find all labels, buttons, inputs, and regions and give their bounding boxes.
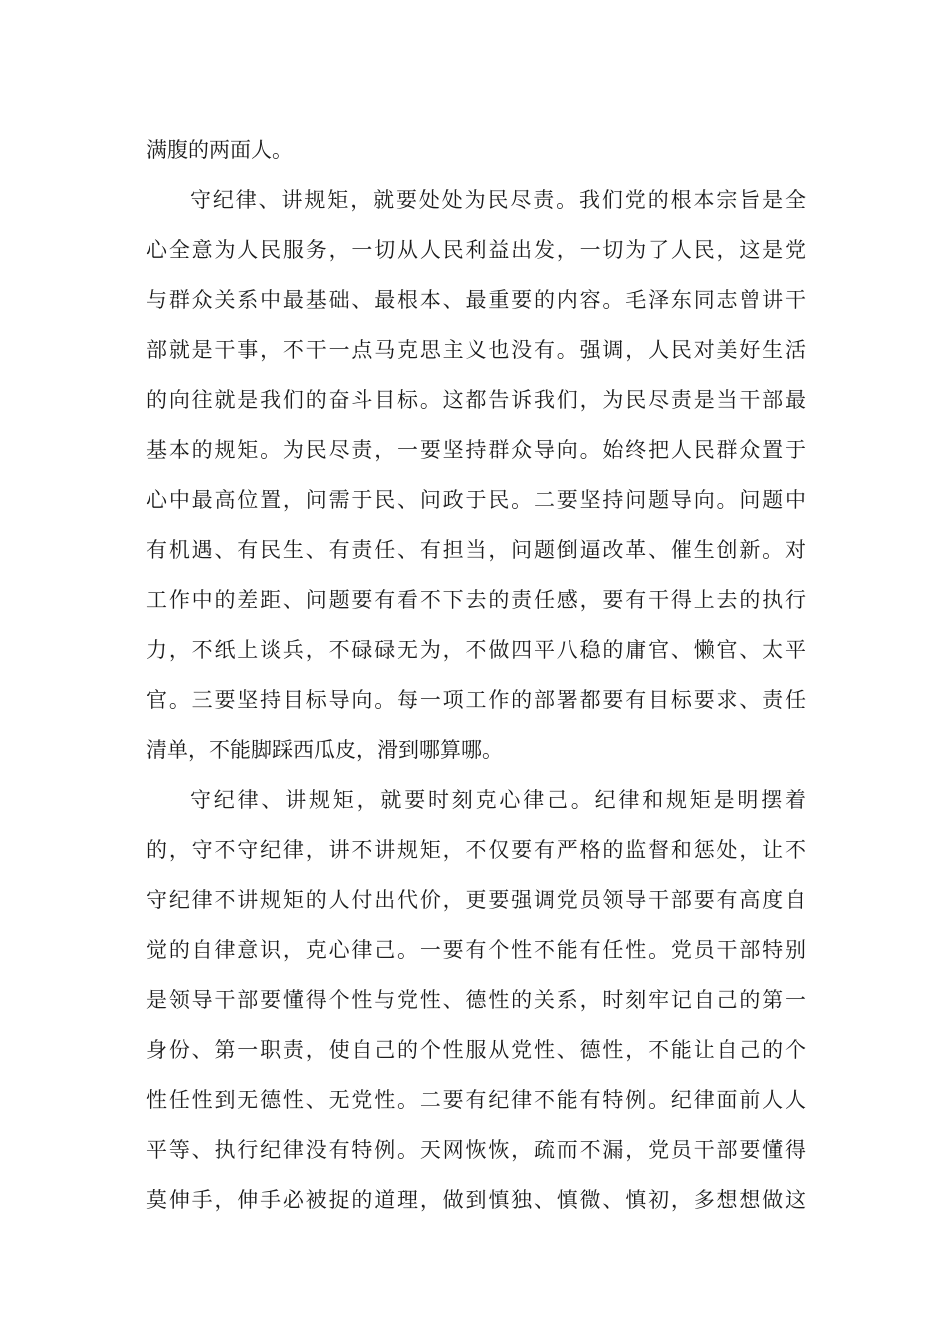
text-line: 部就是干事，不干一点马克思主义也没有。强调，人民对美好生活	[146, 338, 806, 362]
paragraph-first-line: 守纪律、讲规矩，就要处处为民尽责。我们党的根本宗旨是全	[190, 188, 806, 212]
text-line: 的向往就是我们的奋斗目标。这都告诉我们，为民尽责是当干部最	[146, 388, 806, 412]
text-line: 与群众关系中最基础、最根本、最重要的内容。毛泽东同志曾讲干	[146, 288, 806, 312]
text-line: 守纪律不讲规矩的人付出代价，更要强调党员领导干部要有高度自	[146, 888, 806, 912]
text-line: 平等、执行纪律没有特例。天网恢恢，疏而不漏，党员干部要懂得	[146, 1138, 806, 1162]
text-line: 性任性到无德性、无党性。二要有纪律不能有特例。纪律面前人人	[146, 1088, 806, 1112]
text-line: 有机遇、有民生、有责任、有担当，问题倒逼改革、催生创新。对	[146, 538, 806, 562]
text-line: 力，不纸上谈兵，不碌碌无为，不做四平八稳的庸官、懒官、太平	[146, 638, 806, 662]
text-line: 清单，不能脚踩西瓜皮，滑到哪算哪。	[146, 738, 503, 762]
paragraph-first-line: 守纪律、讲规矩，就要时刻克心律己。纪律和规矩是明摆着	[190, 788, 806, 812]
text-line: 身份、第一职责，使自己的个性服从党性、德性，不能让自己的个	[146, 1038, 806, 1062]
text-line: 满腹的两面人。	[146, 138, 293, 162]
text-line: 官。三要坚持目标导向。每一项工作的部署都要有目标要求、责任	[146, 688, 806, 712]
text-line: 莫伸手，伸手必被捉的道理，做到慎独、慎微、慎初，多想想做这	[146, 1188, 806, 1212]
text-line: 的，守不守纪律，讲不讲规矩，不仅要有严格的监督和惩处，让不	[146, 838, 806, 862]
text-line: 心全意为人民服务，一切从人民利益出发，一切为了人民，这是党	[146, 238, 806, 262]
text-line: 是领导干部要懂得个性与党性、德性的关系，时刻牢记自己的第一	[146, 988, 806, 1012]
text-line: 工作中的差距、问题要有看不下去的责任感，要有干得上去的执行	[146, 588, 806, 612]
text-line: 心中最高位置，问需于民、问政于民。二要坚持问题导向。问题中	[146, 488, 806, 512]
text-line: 基本的规矩。为民尽责，一要坚持群众导向。始终把人民群众置于	[146, 438, 806, 462]
text-line: 觉的自律意识，克心律己。一要有个性不能有任性。党员干部特别	[146, 938, 806, 962]
